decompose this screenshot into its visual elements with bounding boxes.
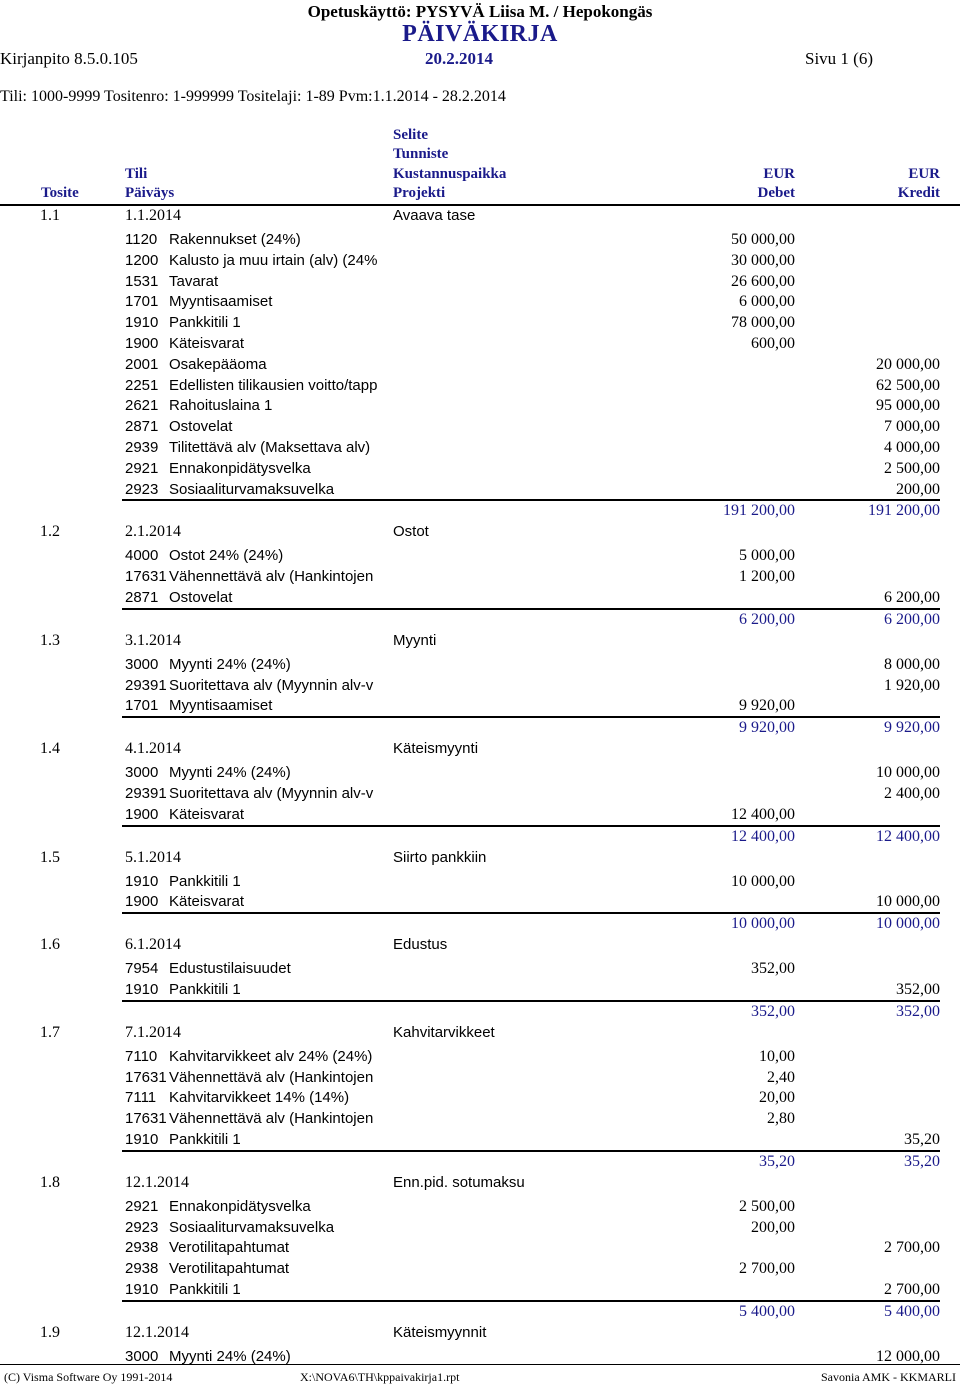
account-number: 1910	[125, 314, 159, 332]
kredit-amount: 10 000,00	[876, 893, 940, 911]
entry-tosite: 1.6	[40, 936, 60, 954]
account-number: 29391	[125, 784, 167, 802]
debet-amount: 12 400,00	[731, 805, 795, 823]
entry-lines	[0, 226, 960, 499]
col-tosite: Tosite	[41, 185, 79, 201]
entry-header	[0, 631, 960, 651]
debet-amount: 600,00	[751, 334, 795, 352]
account-name: Tilitettävä alv (Maksettava alv)	[169, 438, 371, 456]
entry-line	[0, 675, 960, 696]
kredit-amount: 2 500,00	[884, 459, 940, 477]
entry-description: Avaava tase	[393, 207, 476, 224]
account-number: 2871	[125, 418, 159, 436]
account-number: 4000	[125, 547, 159, 565]
account-number: 29391	[125, 676, 167, 694]
total-kredit: 10 000,00	[876, 915, 940, 933]
page-footer	[0, 1364, 960, 1387]
kredit-amount: 12 000,00	[876, 1347, 940, 1365]
account-number: 2938	[125, 1260, 159, 1278]
kredit-amount: 2 700,00	[884, 1239, 940, 1257]
entry-tosite: 1.5	[40, 848, 60, 866]
journal-entry	[0, 522, 960, 630]
entry-lines	[0, 868, 960, 913]
account-number: 1910	[125, 1280, 159, 1298]
account-name: Vähennettävä alv (Hankintojen	[169, 1110, 374, 1128]
entry-line	[0, 1217, 960, 1238]
total-debet: 6 200,00	[739, 610, 795, 628]
total-kredit: 12 400,00	[876, 827, 940, 845]
debet-amount: 2,80	[767, 1110, 795, 1128]
total-debet: 35,20	[759, 1152, 795, 1170]
entry-line	[0, 375, 960, 396]
entry-line	[0, 566, 960, 587]
account-number: 17631	[125, 1068, 167, 1086]
debet-amount: 2 700,00	[739, 1260, 795, 1278]
debet-amount: 2 500,00	[739, 1197, 795, 1215]
entry-lines	[0, 955, 960, 1000]
kredit-amount: 35,20	[904, 1130, 940, 1148]
entry-line	[0, 1196, 960, 1217]
entry-lines	[0, 1343, 960, 1367]
total-kredit: 5 400,00	[884, 1302, 940, 1320]
account-name: Ennakonpidätysvelka	[169, 1197, 311, 1215]
entry-line	[0, 762, 960, 783]
account-name: Käteisvarat	[169, 893, 245, 911]
account-number: 1910	[125, 980, 159, 998]
account-name: Pankkitili 1	[169, 1280, 241, 1298]
software-version: Kirjanpito 8.5.0.105	[0, 49, 138, 68]
debet-amount: 5 000,00	[739, 547, 795, 565]
total-kredit: 191 200,00	[868, 502, 940, 520]
account-name: Ennakonpidätysvelka	[169, 459, 311, 477]
account-name: Verotilitapahtumat	[169, 1239, 290, 1257]
account-number: 3000	[125, 764, 159, 782]
col-eur-kredit: EUR	[908, 166, 940, 182]
account-name: Pankkitili 1	[169, 1130, 241, 1148]
kredit-amount: 2 400,00	[884, 784, 940, 802]
account-number: 2871	[125, 588, 159, 606]
entry-total	[122, 825, 940, 848]
footer-organization: Savonia AMK - KKMARLI	[821, 1370, 956, 1384]
total-kredit: 6 200,00	[884, 610, 940, 628]
entry-date: 4.1.2014	[125, 740, 181, 758]
entry-tosite: 1.8	[40, 1173, 60, 1191]
kredit-amount: 200,00	[896, 480, 940, 498]
account-name: Suoritettava alv (Myynnin alv-v	[169, 676, 374, 694]
kredit-amount: 62 500,00	[876, 376, 940, 394]
account-name: Kalusto ja muu irtain (alv) (24%	[169, 251, 378, 269]
total-debet: 9 920,00	[739, 719, 795, 737]
user-line: Opetuskäyttö: PYSYVÄ Liisa M. / Hepokongäs	[307, 2, 653, 21]
entry-line	[0, 783, 960, 804]
account-name: Myyntisaamiset	[169, 293, 273, 311]
col-eur-debet: EUR	[763, 166, 795, 182]
entry-header	[0, 206, 960, 226]
debet-amount: 78 000,00	[731, 314, 795, 332]
journal-entry	[0, 206, 960, 522]
entry-line	[0, 587, 960, 608]
entry-tosite: 1.1	[40, 207, 60, 224]
entry-lines	[0, 651, 960, 716]
col-kustannuspaikka: Kustannuspaikka	[393, 166, 507, 182]
entry-description: Kahvitarvikkeet	[393, 1023, 495, 1041]
entry-tosite: 1.4	[40, 740, 60, 758]
account-name: Tavarat	[169, 272, 219, 290]
account-number: 17631	[125, 1110, 167, 1128]
debet-amount: 352,00	[751, 960, 795, 978]
debet-amount: 10,00	[759, 1047, 795, 1065]
entry-line	[0, 1087, 960, 1108]
account-number: 1531	[125, 272, 159, 290]
entry-header	[0, 522, 960, 542]
account-number: 7111	[125, 1089, 157, 1107]
entry-line	[0, 958, 960, 979]
account-name: Rakennukset (24%)	[169, 231, 301, 248]
entry-line	[0, 695, 960, 716]
filter-criteria: Tili: 1000-9999 Tositenro: 1-999999 Tositelaji: 1-89 Pvm:1.1.2014 - 28.2.2014	[0, 88, 506, 105]
col-kredit: Kredit	[897, 185, 940, 201]
entry-line	[0, 654, 960, 675]
account-name: Myyntisaamiset	[169, 697, 273, 715]
account-name: Kahvitarvikkeet alv 24% (24%)	[169, 1047, 373, 1065]
account-name: Sosiaaliturvamaksuvelka	[169, 480, 335, 498]
account-name: Sosiaaliturvamaksuvelka	[169, 1218, 335, 1236]
entry-description: Enn.pid. sotumaksu	[393, 1173, 525, 1191]
debet-amount: 200,00	[751, 1218, 795, 1236]
account-number: 2921	[125, 459, 159, 477]
footer-report-path: X:\NOVA6\TH\kppaivakirja1.rpt	[300, 1370, 460, 1384]
entry-line	[0, 312, 960, 333]
account-number: 3000	[125, 1347, 159, 1365]
debet-amount: 10 000,00	[731, 872, 795, 890]
entry-total	[122, 1150, 940, 1173]
account-name: Myynti 24% (24%)	[169, 655, 291, 673]
entry-tosite: 1.9	[40, 1323, 60, 1341]
account-name: Myynti 24% (24%)	[169, 764, 291, 782]
entry-line	[0, 545, 960, 566]
kredit-amount: 352,00	[896, 980, 940, 998]
entry-description: Siirto pankkiin	[393, 848, 487, 866]
journal-entry	[0, 935, 960, 1023]
journal-entry	[0, 631, 960, 739]
col-tili: Tili	[125, 166, 148, 182]
entry-line	[0, 871, 960, 892]
account-name: Pankkitili 1	[169, 314, 241, 332]
col-tunniste: Tunniste	[393, 146, 449, 162]
account-number: 1701	[125, 293, 159, 311]
entry-line	[0, 1108, 960, 1129]
journal-entry	[0, 848, 960, 936]
account-name: Ostovelat	[169, 418, 233, 436]
account-number: 1701	[125, 697, 159, 715]
account-number: 1200	[125, 251, 159, 269]
account-number: 17631	[125, 568, 167, 586]
kredit-amount: 20 000,00	[876, 355, 940, 373]
debet-amount: 2,40	[767, 1068, 795, 1086]
account-name: Verotilitapahtumat	[169, 1260, 290, 1278]
account-name: Edellisten tilikausien voitto/tapp	[169, 376, 378, 394]
entry-description: Myynti	[393, 631, 437, 649]
account-name: Vähennettävä alv (Hankintojen	[169, 1068, 374, 1086]
entry-lines	[0, 542, 960, 607]
footer-copyright: (C) Visma Software Oy 1991-2014	[4, 1370, 173, 1384]
entry-line	[0, 250, 960, 271]
entry-tosite: 1.3	[40, 631, 60, 649]
account-number: 1900	[125, 893, 159, 911]
debet-amount: 1 200,00	[739, 568, 795, 586]
entry-lines	[0, 1043, 960, 1150]
total-kredit: 35,20	[904, 1152, 940, 1170]
entry-line	[0, 354, 960, 375]
entry-description: Ostot	[393, 523, 429, 541]
account-name: Myynti 24% (24%)	[169, 1347, 291, 1365]
col-projekti: Projekti	[393, 185, 446, 201]
col-paivays: Päiväys	[125, 185, 175, 201]
account-number: 2923	[125, 1218, 159, 1236]
entry-line	[0, 1258, 960, 1279]
account-name: Kahvitarvikkeet 14% (14%)	[169, 1089, 350, 1107]
entry-line	[0, 333, 960, 354]
kredit-amount: 10 000,00	[876, 764, 940, 782]
account-number: 2621	[125, 397, 159, 415]
entry-total	[122, 716, 940, 739]
entry-description: Käteismyynnit	[393, 1323, 487, 1341]
account-number: 2938	[125, 1239, 159, 1257]
entry-line	[0, 416, 960, 437]
entry-date: 3.1.2014	[125, 631, 181, 649]
entry-line	[0, 291, 960, 312]
account-name: Vähennettävä alv (Hankintojen	[169, 568, 374, 586]
entry-line	[0, 271, 960, 292]
account-number: 3000	[125, 655, 159, 673]
account-name: Ostot 24% (24%)	[169, 547, 284, 565]
debet-amount: 30 000,00	[731, 251, 795, 269]
entry-lines	[0, 759, 960, 824]
entry-line	[0, 804, 960, 825]
total-kredit: 9 920,00	[884, 719, 940, 737]
report-date: 20.2.2014	[425, 49, 493, 68]
entry-line	[0, 1129, 960, 1150]
entry-header	[0, 1323, 960, 1343]
entry-total	[122, 1300, 940, 1323]
account-number: 1120	[125, 231, 158, 248]
entry-date: 2.1.2014	[125, 523, 181, 541]
entry-header	[0, 848, 960, 868]
account-number: 2251	[125, 376, 159, 394]
account-number: 1900	[125, 334, 159, 352]
entry-line	[0, 1237, 960, 1258]
entry-total	[122, 1000, 940, 1023]
entry-line	[0, 979, 960, 1000]
journal-entry	[0, 1023, 960, 1173]
entry-line	[0, 395, 960, 416]
account-number: 2923	[125, 480, 159, 498]
entry-description: Käteismyynti	[393, 740, 479, 758]
entry-line	[0, 1279, 960, 1300]
kredit-amount: 4 000,00	[884, 438, 940, 456]
account-number: 1900	[125, 805, 159, 823]
kredit-amount: 1 920,00	[884, 676, 940, 694]
account-name: Rahoituslaina 1	[169, 397, 273, 415]
entry-tosite: 1.7	[40, 1023, 60, 1041]
total-kredit: 352,00	[896, 1002, 940, 1020]
entry-line	[0, 458, 960, 479]
account-number: 1910	[125, 872, 159, 890]
total-debet: 352,00	[751, 1002, 795, 1020]
entry-date: 12.1.2014	[125, 1323, 189, 1341]
entry-date: 1.1.2014	[125, 207, 181, 224]
account-name: Käteisvarat	[169, 334, 245, 352]
account-name: Pankkitili 1	[169, 872, 241, 890]
total-debet: 10 000,00	[731, 915, 795, 933]
entry-line	[0, 479, 960, 500]
account-name: Ostovelat	[169, 588, 233, 606]
debet-amount: 26 600,00	[731, 272, 795, 290]
kredit-amount: 2 700,00	[884, 1280, 940, 1298]
account-name: Suoritettava alv (Myynnin alv-v	[169, 784, 374, 802]
account-number: 7110	[125, 1047, 158, 1065]
entry-header	[0, 935, 960, 955]
journal-entries	[0, 206, 960, 1366]
entry-total	[122, 608, 940, 631]
kredit-amount: 7 000,00	[884, 418, 940, 436]
kredit-amount: 95 000,00	[876, 397, 940, 415]
total-debet: 191 200,00	[723, 502, 795, 520]
entry-header	[0, 1173, 960, 1193]
entry-date: 7.1.2014	[125, 1023, 181, 1041]
report-title: PÄIVÄKIRJA	[402, 21, 558, 47]
total-debet: 12 400,00	[731, 827, 795, 845]
account-name: Käteisvarat	[169, 805, 245, 823]
col-selite: Selite	[393, 127, 428, 143]
entry-date: 5.1.2014	[125, 848, 181, 866]
entry-description: Edustus	[393, 936, 448, 954]
debet-amount: 6 000,00	[739, 293, 795, 311]
entry-header	[0, 739, 960, 759]
entry-line	[0, 437, 960, 458]
entry-line	[0, 891, 960, 912]
total-debet: 5 400,00	[739, 1302, 795, 1320]
entry-total	[122, 499, 940, 522]
kredit-amount: 8 000,00	[884, 655, 940, 673]
entry-date: 6.1.2014	[125, 936, 181, 954]
entry-total	[122, 912, 940, 935]
col-debet: Debet	[757, 185, 795, 201]
entry-line	[0, 1046, 960, 1067]
account-name: Osakepääoma	[169, 355, 267, 373]
account-number: 2921	[125, 1197, 159, 1215]
entry-date: 12.1.2014	[125, 1173, 189, 1191]
account-name: Edustustilaisuudet	[169, 960, 291, 978]
page-indicator: Sivu 1 (6)	[805, 49, 873, 68]
debet-amount: 9 920,00	[739, 697, 795, 715]
account-number: 2001	[125, 355, 159, 373]
entry-lines	[0, 1193, 960, 1300]
entry-tosite: 1.2	[40, 523, 60, 541]
entry-line	[0, 229, 960, 250]
account-name: Pankkitili 1	[169, 980, 241, 998]
account-number: 1910	[125, 1130, 159, 1148]
journal-entry	[0, 1173, 960, 1323]
entry-header	[0, 1023, 960, 1043]
entry-line	[0, 1067, 960, 1088]
debet-amount: 20,00	[759, 1089, 795, 1107]
kredit-amount: 6 200,00	[884, 588, 940, 606]
account-number: 7954	[125, 960, 159, 978]
journal-entry	[0, 1323, 960, 1367]
journal-entry	[0, 739, 960, 847]
debet-amount: 50 000,00	[731, 231, 795, 248]
account-number: 2939	[125, 438, 159, 456]
